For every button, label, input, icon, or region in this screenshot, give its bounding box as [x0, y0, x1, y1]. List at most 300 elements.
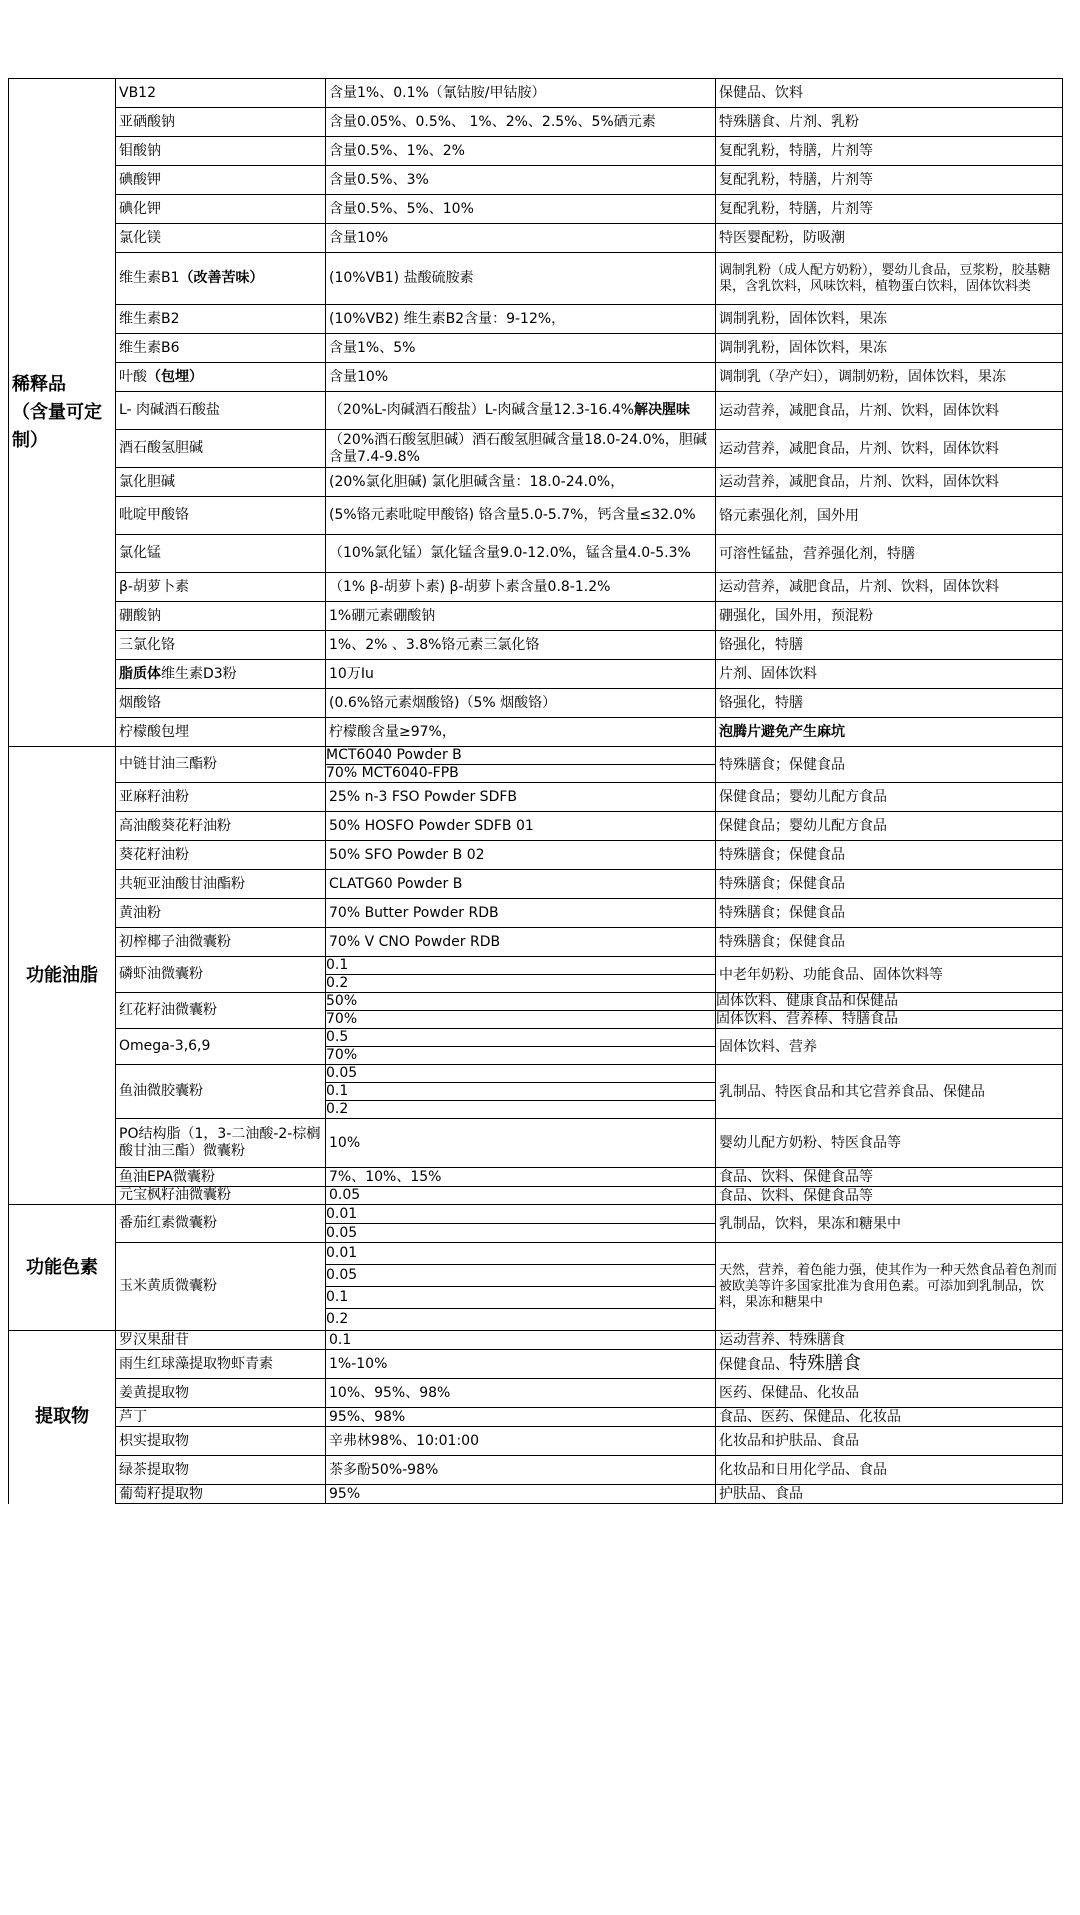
name-text: 钼酸钠 [119, 142, 161, 159]
use-text: 保健食品；婴幼儿配方食品 [719, 789, 887, 805]
product-name [116, 1168, 326, 1187]
spec-text: 柠檬酸含量≥97%， [329, 723, 456, 740]
spec-text: 辛弗林98%、10:01:00 [329, 1432, 479, 1449]
spec-item: 0.05 [326, 1224, 358, 1241]
spec-text: 含量1%、0.1%（氰钴胺/甲钴胺） [329, 84, 546, 101]
spec-cell [326, 718, 716, 747]
table-row [9, 899, 1063, 928]
product-name [116, 1456, 326, 1485]
spec-cell [326, 137, 716, 166]
use-cell [716, 468, 1063, 497]
use-text: 运动营养，减肥食品，片剂、饮料，固体饮料 [719, 579, 999, 595]
product-name [116, 430, 326, 468]
use-text: 调制乳粉，固体饮料，果冻 [719, 340, 887, 356]
spec-text: 茶多酚50%-98% [329, 1461, 439, 1478]
product-name [116, 79, 326, 108]
spec-cell [326, 108, 716, 137]
use-item: 固体饮料、健康食品和保健品 [716, 993, 1062, 1011]
spec-text: 0.05 [329, 1187, 361, 1203]
use-cell [716, 305, 1063, 334]
spec-item: 70% [326, 1047, 358, 1063]
product-name [116, 660, 326, 689]
spec [326, 1243, 716, 1331]
table-row [9, 928, 1063, 957]
product-name [116, 899, 326, 928]
use-cell [716, 1379, 1063, 1408]
product-name [116, 195, 326, 224]
table-row [9, 1427, 1063, 1456]
spec-text: 含量0.5%、1%、2% [329, 142, 465, 159]
use-text: 固体饮料、营养 [719, 1038, 817, 1055]
spec-list [326, 993, 715, 1028]
spec-cell [326, 468, 716, 497]
use-cell [716, 224, 1063, 253]
use-text: 特殊膳食；保健食品 [719, 756, 845, 773]
name-text: 烟酸铬 [119, 694, 161, 711]
spec-cell [326, 430, 716, 468]
name-bold-prefix: 脂质体 [119, 665, 161, 682]
spec-text: 50% HOSFO Powder SDFB 01 [329, 817, 534, 834]
spec-item: MCT6040 Powder B [326, 747, 715, 765]
spec-item: 0.05 [326, 1265, 715, 1287]
use-bold-text: 泡腾片避免产生麻坑 [719, 724, 845, 740]
spec-text: 含量1%、5% [329, 339, 416, 356]
use-cell [716, 928, 1063, 957]
spec-cell [326, 79, 716, 108]
product-name [116, 1379, 326, 1408]
spec-text: 1%-10% [329, 1355, 388, 1372]
spec-item: 0.2 [326, 1311, 349, 1327]
spec-text: 70% V CNO Powder RDB [329, 933, 501, 950]
name-text: 红花籽油微囊粉 [119, 1002, 217, 1018]
use-cell [716, 392, 1063, 430]
table-row [9, 108, 1063, 137]
category-label: 功能油脂 [26, 964, 98, 986]
table-row [9, 812, 1063, 841]
table-row [9, 392, 1063, 430]
name-bold-note: （包埋） [147, 368, 203, 385]
spec-list [326, 1029, 715, 1064]
category-cell [9, 1331, 116, 1504]
name-text: 枳实提取物 [119, 1432, 189, 1449]
use-cell [716, 747, 1063, 783]
name-text: 氯化镁 [119, 229, 161, 246]
table-row [9, 468, 1063, 497]
use-large-text: 特殊膳食 [789, 1352, 861, 1374]
name-text: 高油酸葵花籽油粉 [119, 817, 231, 834]
spec-cell [326, 602, 716, 631]
use-cell [716, 430, 1063, 468]
use-cell [716, 870, 1063, 899]
spec-item: 0.1 [326, 957, 715, 975]
use-cell [716, 535, 1063, 573]
use-cell [716, 137, 1063, 166]
spec-cell [326, 363, 716, 392]
use-cell [716, 1408, 1063, 1427]
table-row [9, 718, 1063, 747]
category-cell [9, 747, 116, 1205]
spec-text: 7%、10%、15% [329, 1168, 442, 1185]
use-cell [716, 812, 1063, 841]
spec-cell [326, 1187, 716, 1205]
product-name [116, 957, 326, 993]
use-item: 固体饮料、营养棒、特膳食品 [716, 1011, 898, 1027]
product-name [116, 718, 326, 747]
name-text: 亚麻籽油粉 [119, 788, 189, 805]
spec-text: 95%、98% [329, 1408, 406, 1425]
product-name [116, 224, 326, 253]
product-name [116, 137, 326, 166]
use-cell [716, 1243, 1063, 1331]
use-text: 调制乳（孕产妇），调制奶粉，固体饮料，果冻 [719, 369, 1006, 385]
table-row [9, 993, 1063, 1029]
spec-cell [326, 1485, 716, 1504]
table-row [9, 253, 1063, 305]
use-cell [716, 602, 1063, 631]
name-text: 葵花籽油粉 [119, 846, 189, 863]
use-cell [716, 1427, 1063, 1456]
spec-text: （1% β-胡萝卜素) β-胡萝卜素含量0.8-1.2% [329, 578, 611, 595]
spec-cell [326, 660, 716, 689]
table-row [9, 841, 1063, 870]
table-row [9, 166, 1063, 195]
spec-text: 25% n-3 FSO Powder SDFB [329, 788, 518, 805]
name-bold-note: （改善苦味） [179, 270, 264, 286]
name-text: 共轭亚油酸甘油酯粉 [119, 875, 245, 892]
use-cell [716, 783, 1063, 812]
spec-text: (5%铬元素吡啶甲酸铬) 铬含量5.0-5.7%，钙含量≤32.0% [329, 507, 696, 523]
product-name [116, 1427, 326, 1456]
product-name [116, 305, 326, 334]
name-text: 维生素B2 [119, 310, 180, 327]
use-text: 化妆品和日用化学品、食品 [719, 1462, 887, 1478]
use-text: 运动营养，减肥食品，片剂、饮料，固体饮料 [719, 440, 999, 457]
table-row [9, 1205, 1063, 1243]
use-text: 天然，营养，着色能力强，使其作为一种天然食品着色剂而被欧美等许多国家批准为食用色素。可添加到乳制品，饮料，果冻和糖果中 [719, 1262, 1058, 1310]
spec-item: 0.01 [326, 1243, 715, 1265]
name-text: 初榨椰子油微囊粉 [119, 933, 231, 950]
use-text: 保健食品；婴幼儿配方食品 [719, 818, 887, 834]
use-text: 运动营养、特殊膳食 [719, 1332, 845, 1348]
product-name [116, 253, 326, 305]
use-text: 运动营养，减肥食品，片剂、饮料，固体饮料 [719, 402, 999, 419]
use-text: 婴幼儿配方奶粉、特医食品等 [719, 1135, 901, 1151]
spec-cell [326, 1456, 716, 1485]
spec-cell [326, 392, 716, 430]
spec-item: 0.2 [326, 975, 349, 991]
table-row [9, 660, 1063, 689]
spec-text: 含量0.05%、0.5%、 1%、2%、2.5%、5%硒元素 [329, 113, 656, 130]
use-text: 复配乳粉，特膳，片剂等 [719, 143, 873, 159]
spec-cell [326, 166, 716, 195]
use-text: 铬强化，特膳 [719, 695, 803, 711]
spec-item: 0.1 [326, 1287, 715, 1309]
use-cell [716, 1205, 1063, 1243]
product-name [116, 1119, 326, 1168]
use-cell [716, 1065, 1063, 1119]
category-label: 功能色素 [26, 1256, 98, 1278]
product-name [116, 1065, 326, 1119]
product-name [116, 993, 326, 1029]
product-name [116, 689, 326, 718]
product-name [116, 573, 326, 602]
use-text: 复配乳粉，特膳，片剂等 [719, 201, 873, 217]
table-row [9, 1029, 1063, 1065]
name-text: 绿茶提取物 [119, 1461, 189, 1478]
use-text: 保健品、饮料 [719, 85, 803, 101]
spec-cell [326, 535, 716, 573]
table-row [9, 497, 1063, 535]
spec-bold-note: 解决腥味 [634, 402, 691, 418]
table-row [9, 224, 1063, 253]
spec-cell [326, 1168, 716, 1187]
use-text: 调制乳粉（成人配方奶粉），婴幼儿食品，豆浆粉，胶基糖果，含乳饮料，风味饮料，植物蛋白饮料，固体饮料类 [719, 262, 1051, 294]
use-cell [716, 1331, 1063, 1350]
product-name [116, 497, 326, 535]
spec-item: 0.1 [326, 1083, 715, 1101]
use-text: 化妆品和护肤品、食品 [719, 1433, 859, 1449]
use-cell [716, 1168, 1063, 1187]
table-row [9, 430, 1063, 468]
use-text: 保健食品、 [719, 1356, 789, 1373]
name-text: 维生素D3粉 [161, 665, 237, 682]
table-row [9, 1243, 1063, 1331]
product-name [116, 870, 326, 899]
spec-item: 50% [326, 993, 715, 1011]
spec-cell [326, 899, 716, 928]
product-name [116, 928, 326, 957]
use-text: 乳制品、特医食品和其它营养食品、保健品 [719, 1083, 985, 1100]
name-text: 雨生红球藻提取物虾青素 [119, 1355, 273, 1372]
spec-text: 50% SFO Powder B 02 [329, 846, 485, 863]
use-text: 食品、饮料、保健食品等 [719, 1187, 873, 1204]
spec-cell [326, 1427, 716, 1456]
spec [326, 957, 716, 993]
product-name [116, 535, 326, 573]
spec-item: 0.2 [326, 1101, 349, 1117]
name-text: 氯化锰 [119, 545, 161, 561]
spec-cell [326, 812, 716, 841]
table-row [9, 1379, 1063, 1408]
use-text: 可溶性锰盐，营养强化剂，特膳 [719, 545, 915, 562]
use-cell [716, 79, 1063, 108]
table-row [9, 957, 1063, 993]
product-name [116, 334, 326, 363]
use-cell [716, 1456, 1063, 1485]
category-label: 提取物 [35, 1406, 89, 1428]
spec-cell [326, 689, 716, 718]
product-name [116, 602, 326, 631]
product-name [116, 468, 326, 497]
spec-cell [326, 195, 716, 224]
name-text: 硼酸钠 [119, 607, 161, 624]
product-name [116, 1408, 326, 1427]
name-text: 酒石酸氢胆碱 [119, 440, 203, 456]
spec-cell [326, 841, 716, 870]
spec-cell [326, 1331, 716, 1350]
spec-text: 含量0.5%、5%、10% [329, 200, 474, 217]
name-text: PO结构脂（1，3-二油酸-2-棕榈酸甘油三酯）微囊粉 [119, 1126, 321, 1159]
spec-text: （10%氯化锰）氯化锰含量9.0-12.0%，锰含量4.0-5.3% [329, 545, 691, 561]
spec-text: (20%氯化胆碱) 氯化胆碱含量：18.0-24.0%， [329, 473, 625, 490]
use-cell [716, 253, 1063, 305]
product-name [116, 783, 326, 812]
name-text: 氯化胆碱 [119, 473, 175, 490]
use-text: 特殊膳食；保健食品 [719, 876, 845, 892]
spec-cell [326, 1379, 716, 1408]
spec-cell [326, 497, 716, 535]
spec-item: 0.5 [326, 1029, 715, 1047]
product-name [116, 392, 326, 430]
product-name [116, 1029, 326, 1065]
spec-cell [326, 224, 716, 253]
use-text: 硼强化，国外用，预混粉 [719, 608, 873, 624]
product-name [116, 631, 326, 660]
table-row [9, 1119, 1063, 1168]
spec-cell [326, 334, 716, 363]
spec-cell [326, 573, 716, 602]
name-text: 番茄红素微囊粉 [119, 1215, 217, 1231]
spec-text: 含量10% [329, 229, 389, 246]
spec-list [326, 1205, 715, 1242]
product-name [116, 1350, 326, 1379]
name-text: 中链甘油三酯粉 [119, 756, 217, 772]
use-cell [716, 363, 1063, 392]
spec-cell [326, 1408, 716, 1427]
spec-item: 70% MCT6040-FPB [326, 765, 459, 781]
table-row [9, 195, 1063, 224]
use-cell [716, 1119, 1063, 1168]
name-text: 碘酸钾 [119, 171, 161, 188]
spec-text: (10%VB2) 维生素B2含量：9-12%， [329, 310, 566, 327]
spec-text: 10万Iu [329, 665, 374, 682]
use-list [716, 993, 1062, 1028]
use-cell [716, 957, 1063, 993]
spec-cell [326, 1350, 716, 1379]
spec-text: （20%L-肉碱酒石酸盐）L-肉碱含量12.3-16.4% [329, 402, 635, 418]
use-text: 特殊膳食；保健食品 [719, 847, 845, 863]
name-text: 玉米黄质微囊粉 [119, 1278, 217, 1294]
spec-text: (10%VB1) 盐酸硫胺素 [329, 270, 474, 286]
table-row [9, 305, 1063, 334]
product-name [116, 363, 326, 392]
product-table [8, 78, 1063, 1504]
name-text: 亚硒酸钠 [119, 113, 175, 130]
name-text: 维生素B1 [119, 270, 180, 286]
table-row [9, 137, 1063, 166]
spec-item: 0.01 [326, 1205, 715, 1224]
name-text: 黄油粉 [119, 904, 161, 921]
use-cell [716, 166, 1063, 195]
spec-list [326, 1243, 715, 1330]
use-cell [716, 899, 1063, 928]
spec [326, 1205, 716, 1243]
category-label: 稀释品 （含量可定制） [12, 373, 102, 451]
table-row [9, 1187, 1063, 1205]
spec-text: 95% [329, 1485, 361, 1502]
table-row [9, 1168, 1063, 1187]
spec-cell [326, 928, 716, 957]
spec [326, 1029, 716, 1065]
name-text: 芦丁 [119, 1408, 147, 1425]
table-row [9, 363, 1063, 392]
spec-text: 含量0.5%、3% [329, 171, 429, 188]
spec-cell [326, 253, 716, 305]
use-text: 复配乳粉，特膳，片剂等 [719, 172, 873, 188]
table-row [9, 1331, 1063, 1350]
name-text: 罗汉果甜苷 [119, 1331, 189, 1348]
product-name [116, 841, 326, 870]
use-cell [716, 718, 1063, 747]
use-cell [716, 631, 1063, 660]
product-name [116, 166, 326, 195]
table-row [9, 573, 1063, 602]
spec-list [326, 747, 715, 782]
product-name [116, 108, 326, 137]
spec-text: 10%、95%、98% [329, 1384, 451, 1401]
use-cell [716, 689, 1063, 718]
category-cell [9, 1205, 116, 1331]
name-text: 叶酸 [119, 368, 147, 385]
table-row [9, 1485, 1063, 1504]
table-row [9, 783, 1063, 812]
use-text: 食品、饮料、保健食品等 [719, 1169, 873, 1185]
product-name [116, 812, 326, 841]
use-cell [716, 334, 1063, 363]
name-text: 碘化钾 [119, 200, 161, 217]
use-text: 特殊膳食；保健食品 [719, 934, 845, 950]
spec-list [326, 957, 715, 992]
use-text: 食品、医药、保健品、化妆品 [719, 1409, 901, 1425]
use-cell [716, 841, 1063, 870]
product-name [116, 1331, 326, 1350]
spec-list [326, 1065, 715, 1118]
table-row [9, 535, 1063, 573]
product-name [116, 1205, 326, 1243]
table-row [9, 1408, 1063, 1427]
table-row [9, 631, 1063, 660]
spec-text: 0.1 [329, 1331, 352, 1348]
use-text: 特殊膳食；保健食品 [719, 905, 845, 921]
name-text: L- 肉碱酒石酸盐 [119, 402, 221, 418]
product-name [116, 747, 326, 783]
spec-text: 1%、2% 、3.8%铬元素三氯化铬 [329, 636, 540, 653]
name-text: 维生素B6 [119, 339, 180, 356]
spec-cell [326, 1119, 716, 1168]
product-name [116, 1485, 326, 1504]
table-row [9, 689, 1063, 718]
name-text: 鱼油EPA微囊粉 [119, 1168, 215, 1185]
use-text: 中老年奶粉、功能食品、固体饮料等 [719, 966, 943, 983]
table-row [9, 1456, 1063, 1485]
name-text: 吡啶甲酸铬 [119, 507, 189, 523]
use-cell [716, 1029, 1063, 1065]
use-text: 铬强化，特膳 [719, 637, 803, 653]
spec-text: 70% Butter Powder RDB [329, 904, 499, 921]
spec-text: 1%硼元素硼酸钠 [329, 607, 436, 624]
spec [326, 1065, 716, 1119]
use-cell [716, 108, 1063, 137]
spec-text: 10% [329, 1134, 361, 1151]
name-text: 元宝枫籽油微囊粉 [119, 1187, 231, 1203]
use-text: 特殊膳食、片剂、乳粉 [719, 114, 859, 130]
table-row [9, 747, 1063, 783]
use-text: 运动营养，减肥食品，片剂、饮料，固体饮料 [719, 474, 999, 490]
name-text: 鱼油微胶囊粉 [119, 1083, 203, 1099]
spec-text: CLATG60 Powder B [329, 875, 463, 892]
name-text: 姜黄提取物 [119, 1384, 189, 1401]
spec-cell [326, 631, 716, 660]
